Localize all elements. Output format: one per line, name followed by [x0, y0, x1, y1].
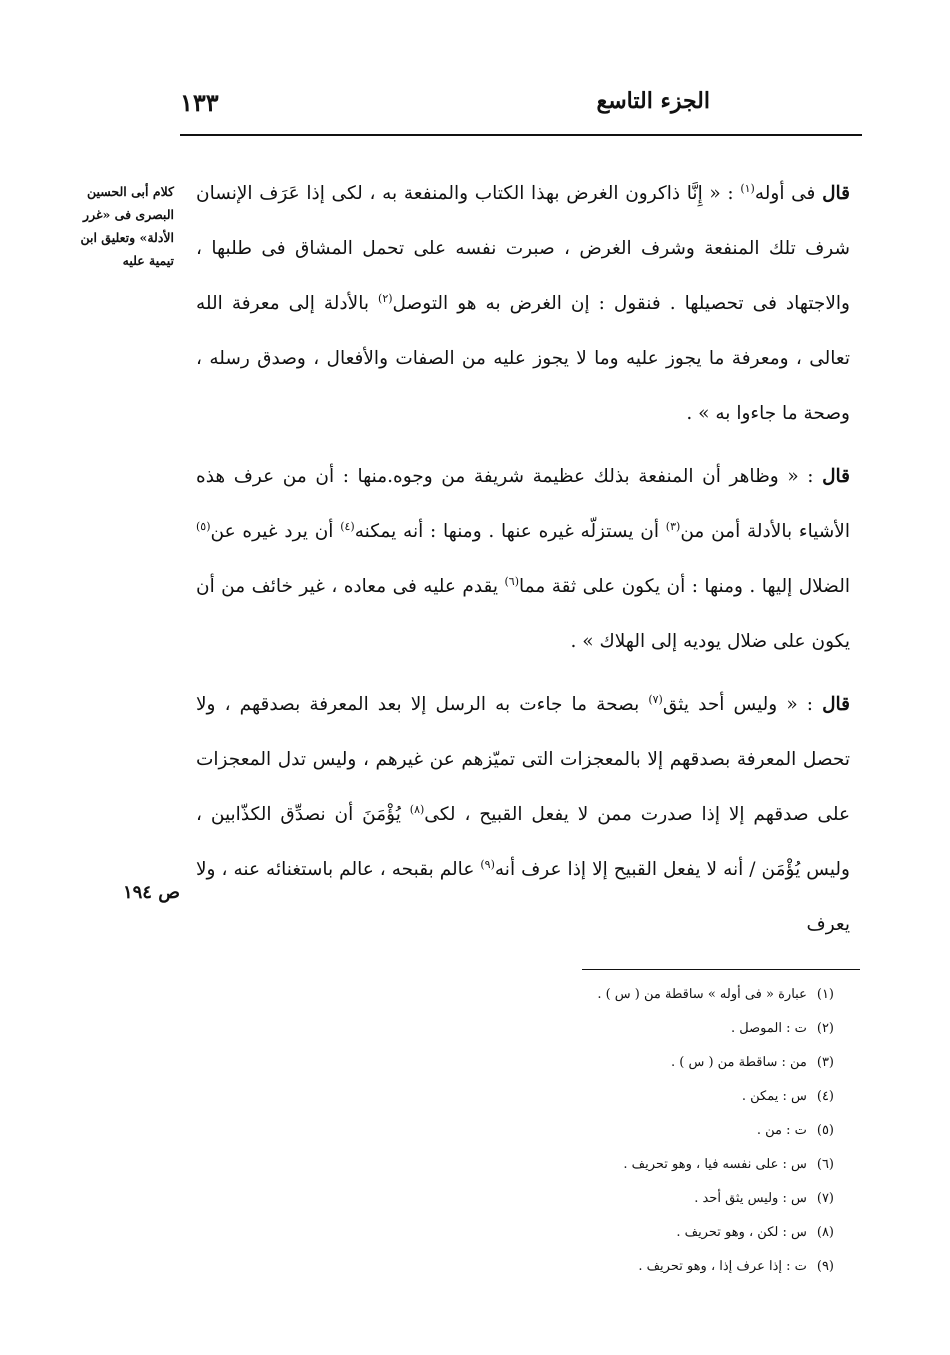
paragraph-lead: قال: [822, 466, 850, 487]
footnote-number: (٤): [816, 1089, 834, 1104]
footnote-text: ت : إذا عرف إذا ، وهو تحريف .: [638, 1259, 807, 1274]
footnote-marker: (٨): [409, 802, 425, 816]
text-run: يقدم عليه فى معاده ، غير خائف من أن يكون على ضلال يوديه إلى الهلاك » .: [196, 576, 850, 652]
footnote-text: ت : الموصل .: [731, 1021, 807, 1036]
footnote-marker: (١): [740, 181, 755, 195]
text-run: : « إِنَّا ذاكرون الغرض بهذا الكتاب والمنفعة به ، لكى إذا عَرَف الإنسان شرف تلك المنفعة وشرف الغرض ، صبرت نفسه على تحمل المشاق فى طلبها ، والاجتهاد فى تحصيلها . فنقول : إن الغرض به هو التوصل: [196, 183, 850, 314]
header-rule: [180, 134, 862, 136]
text-run: بالأدلة إلى معرفة الله تعالى ، ومعرفة ما يجوز عليه وما لا يجوز عليه من الصفات والأفعال ، وصدق رسله ، وصحة ما جاءوا به » .: [196, 293, 850, 424]
paragraph: [196, 449, 850, 669]
main-text: [196, 166, 850, 960]
footnote: [440, 1114, 834, 1148]
footnote-number: (٦): [816, 1157, 834, 1172]
text-run: بصحة ما جاءت به الرسل إلا بعد المعرفة بصدقهم ، ولا تحصل المعرفة بصدقهم إلا بالمعجزات التى تميّزهم عن غيرهم ، وليس تدل المعجزات على صدقهم إلا إذا صدرت ممن لا يفعل القبيح ، لكى: [196, 694, 851, 825]
footnote-number: (٩): [816, 1259, 834, 1274]
footnote-number: (٢): [816, 1021, 834, 1036]
footnote: [440, 1080, 834, 1114]
page-header: [180, 88, 860, 128]
footnote-text: س : يمكن .: [741, 1089, 807, 1104]
text-run: : « وظاهر أن المنفعة بذلك عظيمة شريفة من وجوه.منها : أن من عرف هذه الأشياء بالأدلة أمن من: [196, 466, 850, 542]
text-run: الضلال إليها . ومنها : أن يكون على ثقة مما: [519, 576, 850, 597]
footnote-text: س : على نفسه فيا ، وهو تحريف .: [623, 1157, 807, 1172]
footnote-number: (٣): [816, 1055, 834, 1070]
text-run: أن يستزلّه غيره عنها . ومنها : أنه يمكنه: [354, 521, 666, 542]
footnote-number: (١): [816, 987, 834, 1002]
footnote-number: (٨): [816, 1225, 834, 1240]
footnote: [440, 1182, 834, 1216]
footnote-text: س : وليس يثق أحد .: [694, 1191, 807, 1206]
margin-note: كلام أبى الحسين البصرى فى «غرر الأدلة» وتعليق ابن تيمية عليه: [80, 184, 174, 268]
footnote-marker: (٣): [665, 519, 681, 533]
footnote: [440, 1250, 834, 1284]
footnote-text: ت : من .: [756, 1123, 807, 1138]
page-number: ١٣٣: [180, 88, 219, 117]
footnote-number: (٥): [816, 1123, 834, 1138]
text-run: أن يرد غيره عن: [210, 521, 341, 542]
running-title: الجزء التاسع: [596, 88, 710, 114]
footnote-marker: (٤): [340, 519, 355, 533]
footnote-rule: [582, 969, 860, 970]
footnote-text: س : لكن ، وهو تحريف .: [676, 1225, 807, 1240]
footnote-marker: (٢): [378, 291, 393, 305]
footnote: [440, 1046, 834, 1080]
paragraph: [196, 166, 850, 441]
text-run: يُؤْمَنَ أن نصدِّق الكذّابين ، وليس يُؤْمَن / أنه لا يفعل القبيح إلا إذا عرف أنه: [196, 804, 850, 880]
footnote: [440, 1012, 834, 1046]
footnote-marker: (٦): [504, 574, 520, 588]
footnote-marker: (٧): [648, 692, 663, 706]
paragraph-lead: قال: [822, 183, 850, 204]
footnote-text: من : ساقطة من ( س ) .: [670, 1055, 807, 1070]
footnote-number: (٧): [816, 1191, 834, 1206]
footnote-marker: (٥): [196, 519, 211, 533]
footnote: [440, 1216, 834, 1250]
footnote: [440, 1148, 834, 1182]
footnote-text: عبارة « فى أوله » ساقطة من ( س ) .: [597, 987, 807, 1002]
text-run: : « وليس أحد يثق: [662, 694, 823, 715]
paragraph-lead: قال: [822, 694, 850, 715]
margin-page-reference: ص ١٩٤: [122, 882, 180, 903]
footnote-marker: (٩): [480, 857, 495, 871]
footnote: [440, 978, 834, 1012]
text-run: عالم بقبحه ، عالم باستغنائه عنه ، ولا يعرف: [196, 859, 850, 935]
text-run: فى أوله: [754, 183, 823, 204]
paragraph: [196, 677, 850, 952]
footnotes: [440, 978, 834, 1284]
